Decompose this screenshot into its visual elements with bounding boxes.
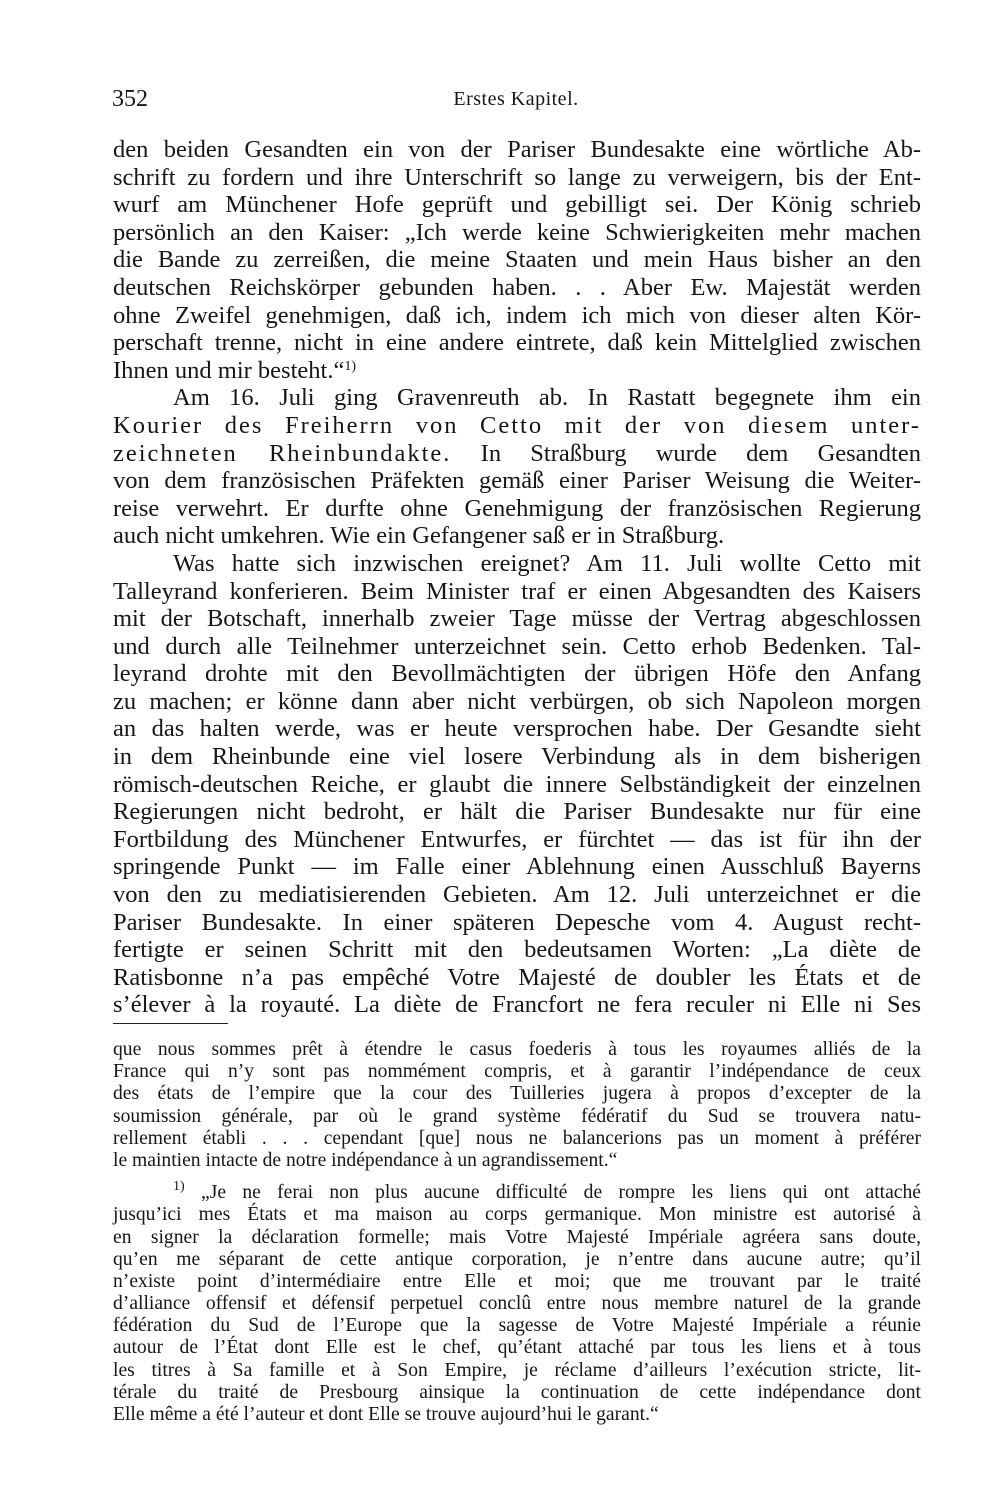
text-line: mit der Botschaft, innerhalb zweier Tage müsse der Vertrag abgeschlossen [113, 605, 921, 633]
footnote-line: que nous sommes prêt à étendre le casus foederis à tous les royaumes alliés de la [113, 1039, 921, 1060]
text-line: fertigte er seinen Schritt mit den bedeutsamen Worten: „La diète de [113, 936, 921, 964]
footnote-line: térale du traité de Presbourg ainsique la continuation de cette indépendance dont [113, 1381, 921, 1403]
text-line-content: In Straßburg wurde dem Gesandten [480, 439, 921, 467]
footnote-line: qu’en me séparant de cette antique corporation, je n’entre dans aucune autre; qu’il [113, 1248, 921, 1270]
text-line: reise verwehrt. Er durfte ohne Genehmigung der französischen Regierung [113, 494, 921, 522]
text-line: römisch-deutschen Reiche, er glaubt die innere Selbständigkeit der einzelnen [113, 770, 921, 798]
text-line: schrift zu fordern und ihre Unterschrift so lange zu verweigern, bis der Ent- [113, 163, 921, 191]
text-line: perschaft trenne, nicht in eine andere eintrete, daß kein Mittelglied zwischen [113, 329, 921, 357]
text-line: an das halten werde, was er heute versprochen habe. Der Gesandte sieht [113, 715, 921, 743]
page-number: 352 [112, 86, 148, 112]
footnote-line: soumission générale, par où le grand système fédératif du Sud se trouvera natu- [113, 1105, 921, 1127]
main-text [113, 136, 921, 1019]
footnote-number: 1) [173, 1179, 185, 1195]
text-line: springende Punkt — im Falle einer Ablehnung einen Ausschluß Bayerns [113, 853, 921, 881]
footnote-line: le maintien intacte de notre indépendance à un agrandissement.“ [113, 1149, 618, 1171]
footnote-line: fédération du Sud de l’Europe que la sagesse de Votre Majesté Impériale a réunie [113, 1315, 921, 1337]
spaced-text: zeichneten Rheinbundakte. [113, 439, 452, 467]
text-line: von den zu mediatisierenden Gebieten. Am 12. Juli unterzeichnet er die [113, 881, 921, 909]
text-line: persönlich an den Kaiser: „Ich werde keine Schwierigkeiten mehr machen [113, 218, 921, 246]
footnote-line: des états de l’empire que la cour des Tuilleries jugera à propos d’excepter de la [113, 1083, 921, 1105]
footnote-line: autour de l’État dont Elle est le chef, qu’étant attaché par tous les liens et à tous [113, 1337, 921, 1359]
text-line: von dem französischen Präfekten gemäß einer Pariser Weisung die Weiter- [113, 467, 921, 495]
text-line: Fortbildung des Münchener Entwurfes, er fürchtet — das ist für ihn der [113, 825, 921, 853]
footnote-line: en signer la déclaration formelle; mais Votre Majesté Impériale agréera sans doute, [113, 1226, 921, 1248]
footnote-line: d’alliance offensif et défensif perpetuel conclû entre nous membre naturel de la grande [113, 1293, 921, 1315]
footnote-line: les titres à Sa famille et à Son Empire, je réclame d’ailleurs l’exécution stricte, lit- [113, 1359, 921, 1381]
text-line: s’élever à la royauté. La diète de Francfort ne fera reculer ni Elle ni Ses [113, 991, 921, 1019]
text-line: Ratisbonne n’a pas empêché Votre Majesté de doubler les États et de [113, 963, 921, 991]
text-line: deutschen Reichskörper gebunden haben. . . Aber Ew. Majestät werden [113, 273, 921, 301]
footnote-line: France qui n’y sont pas nommément compris, et à garantir l’indépendance de ceux [113, 1061, 921, 1083]
page-header [112, 86, 920, 116]
footnote-line [113, 1179, 921, 1204]
footnote-reference: 1) [344, 358, 356, 374]
footnote-line: n’existe point d’intermédiaire entre Elle et moi; que me trouvant par le traité [113, 1270, 921, 1292]
text-line: leyrand drohte mit den Bevollmächtigten der übrigen Höfe den Anfang [113, 660, 921, 688]
footnote-line-content: „Je ne ferai non plus aucune difficulté de rompre les liens qui ont attaché [201, 1182, 921, 1204]
text-line [113, 357, 921, 385]
text-line: Talleyrand konferieren. Beim Minister traf er einen Abgesandten des Kaisers [113, 577, 921, 605]
text-line: wurf am Münchener Hofe geprüft und gebilligt sei. Der König schrieb [113, 191, 921, 219]
text-line: zu machen; er könne dann aber nicht verbürgen, ob sich Napoleon morgen [113, 687, 921, 715]
footnote-spacer [113, 1172, 921, 1182]
footnote-line: Elle même a été l’auteur et dont Elle se trouve aujourd’hui le garant.“ [113, 1404, 659, 1425]
running-title: Erstes Kapitel. [453, 88, 579, 110]
footnote-line: rellement établi . . . cependant [que] nous ne balancerions pas un moment à préférer [113, 1127, 921, 1149]
text-line: Am 16. Juli ging Gravenreuth ab. In Rastatt begegnete ihm ein [173, 384, 921, 412]
footnote-divider [113, 1023, 228, 1024]
text-line: Kourier des Freiherrn von Cetto mit der von diesem unter- [113, 411, 921, 439]
text-line: Was hatte sich inzwischen ereignet? Am 11. Juli wollte Cetto mit [173, 549, 921, 577]
text-line: auch nicht umkehren. Wie ein Gefangener saß er in Straßburg. [113, 522, 725, 550]
text-line-content: Ihnen und mir besteht.“ [113, 356, 345, 384]
text-line: Regierungen nicht bedroht, er hält die Pariser Bundesakte nur für eine [113, 798, 921, 826]
text-line: den beiden Gesandten ein von der Pariser Bundesakte eine wörtliche Ab- [113, 136, 921, 163]
footnotes [113, 1039, 921, 1426]
text-line: Pariser Bundesakte. In einer späteren Depesche vom 4. August recht- [113, 908, 921, 936]
text-line: und durch alle Teilnehmer unterzeichnet sein. Cetto erhob Bedenken. Tal- [113, 632, 921, 660]
text-line: ohne Zweifel genehmigen, daß ich, indem ich mich von dieser alten Kör- [113, 301, 921, 329]
footnote-line: jusqu’ici mes États et ma maison au corps germanique. Mon ministre est autorisé à [113, 1204, 921, 1226]
text-line: die Bande zu zerreißen, die meine Staaten und mein Haus bisher an den [113, 246, 921, 274]
text-line: in dem Rheinbunde eine viel losere Verbindung als in dem bisherigen [113, 743, 921, 771]
text-line [113, 440, 921, 468]
